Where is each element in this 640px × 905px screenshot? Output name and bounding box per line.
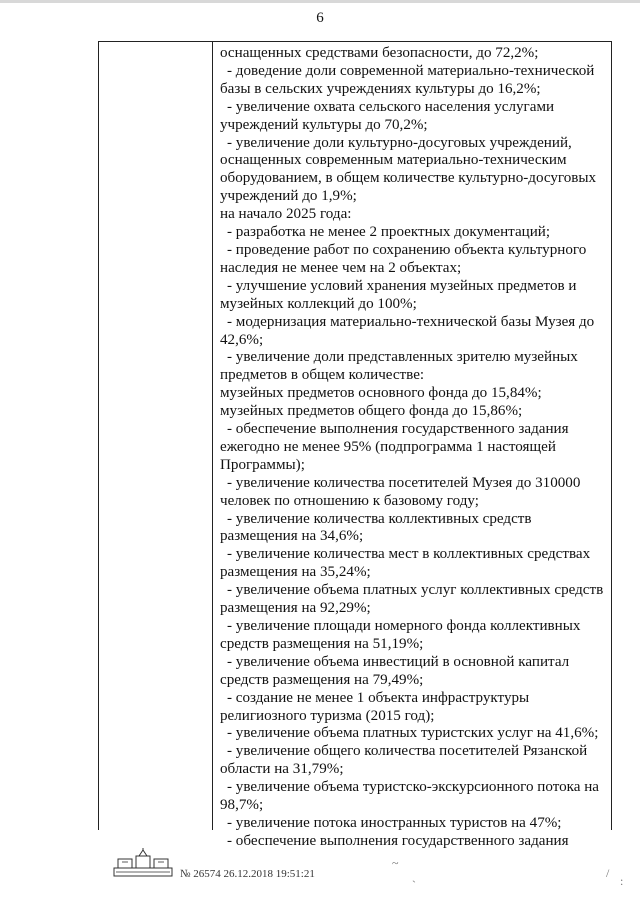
- text-line: ежегодно не менее 95% (подпрограмма 1 настоящей: [220, 438, 556, 455]
- text-line: - увеличение объема туристско-экскурсионного потока на: [227, 779, 600, 796]
- text-line: - создание не менее 1 объекта инфраструктуры: [227, 689, 530, 706]
- text-line: - увеличение доли культурно-досуговых учреждений,: [227, 134, 572, 151]
- text-line: - обеспечение выполнения государственного задания: [227, 421, 569, 438]
- text-line: - увеличение объема инвестиций в основной капитал: [227, 653, 570, 670]
- text-line: религиозного туризма (2015 год);: [220, 707, 435, 724]
- text-line: оснащенных средствами безопасности, до 72,2%;: [220, 45, 539, 61]
- text-line: размещения на 92,29%;: [220, 600, 371, 617]
- text-line: 42,6%;: [220, 331, 264, 348]
- text-line: наследия не менее чем на 2 объектах;: [220, 259, 462, 276]
- text-line: - увеличение потока иностранных туристов на 47%;: [227, 814, 562, 831]
- text-line: учреждений до 1,9%;: [220, 188, 357, 205]
- program-table: [98, 41, 612, 849]
- text-line: - увеличение доли представленных зрителю музейных: [227, 349, 578, 366]
- text-line: - увеличение объема платных услуг коллективных средств: [227, 582, 604, 599]
- text-line: - увеличение общего количества посетителей Рязанской: [227, 743, 588, 760]
- text-line: Программы);: [220, 456, 305, 473]
- text-line: - разработка не менее 2 проектных документаций;: [227, 224, 551, 241]
- document-registration-id: № 26574 26.12.2018 19:51:21: [180, 868, 315, 880]
- table-text-cell: [220, 45, 610, 851]
- text-line: оснащенных современным материально-техническим: [220, 152, 567, 169]
- column-divider: [212, 42, 213, 830]
- text-line: средств размещения на 51,19%;: [220, 635, 424, 652]
- text-line: - доведение доли современной материально-технической: [227, 62, 595, 79]
- text-line: - увеличение площади номерного фонда коллективных: [227, 618, 581, 634]
- text-line: - увеличение количества посетителей Музея до 310000: [227, 474, 581, 491]
- text-line: области на 31,79%;: [220, 761, 344, 778]
- text-line: - увеличение количества мест в коллективных средствах: [227, 546, 591, 563]
- text-line: - обеспечение выполнения государственного задания: [227, 832, 569, 849]
- text-line: - модернизация материально-технической базы Музея до: [227, 313, 595, 330]
- scan-speck: `: [412, 878, 416, 892]
- text-line: музейных коллекций до 100%;: [220, 295, 417, 312]
- text-line: - увеличение количества коллективных средств: [227, 510, 532, 527]
- text-line: оборудованием, в общем количестве культурно-досуговых: [220, 170, 597, 187]
- scan-speck: :: [620, 874, 624, 888]
- text-line: 98,7%;: [220, 797, 264, 814]
- text-line: на начало 2025 года:: [220, 206, 352, 223]
- text-line: человек по отношению к базовому году;: [220, 492, 479, 509]
- text-line: размещения на 34,6%;: [220, 528, 364, 545]
- text-line: - увеличение объема платных туристских услуг на 41,6%;: [227, 725, 599, 742]
- page-number: 6: [316, 10, 324, 26]
- text-line: - улучшение условий хранения музейных предметов и: [227, 277, 577, 294]
- text-line: музейных предметов общего фонда до 15,86%;: [220, 403, 523, 420]
- text-line: - проведение работ по сохранению объекта культурного: [227, 241, 587, 258]
- scan-speck: /: [606, 866, 610, 880]
- text-line: учреждений культуры до 70,2%;: [220, 116, 428, 133]
- scan-edge: [0, 0, 640, 3]
- text-line: средств размещения на 79,49%;: [220, 671, 424, 688]
- text-line: - увеличение охвата сельского населения услугами: [227, 98, 555, 115]
- text-line: музейных предметов основного фонда до 15,84%;: [220, 385, 542, 402]
- text-line: предметов в общем количестве:: [220, 367, 425, 384]
- building-stamp-icon: [112, 848, 174, 878]
- text-line: базы в сельских учреждениях культуры до 16,2%;: [220, 80, 541, 97]
- text-line: размещения на 35,24%;: [220, 564, 371, 581]
- scan-speck: ~: [392, 856, 399, 870]
